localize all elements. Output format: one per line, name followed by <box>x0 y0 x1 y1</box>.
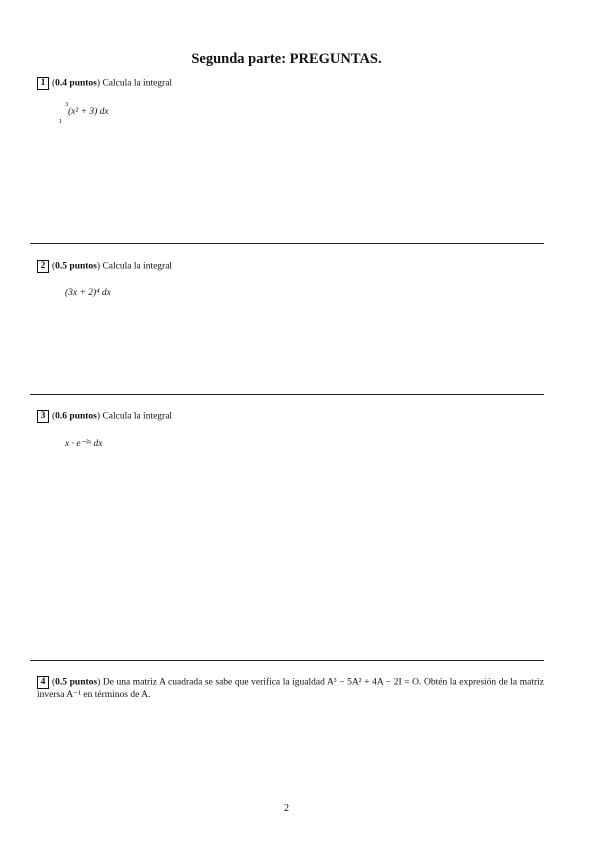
question-points: 0.6 puntos <box>55 411 97 422</box>
question-4-statement: 4 (0.5 puntos) De una matriz A cuadrada se sabe que verifica la igualdad A³ − 5A² + 4A − 2I = O. Obtén la expresión de la matriz inversa A⁻¹ en términos de A. <box>37 677 544 700</box>
integral-upper-limit: 3 <box>65 101 69 108</box>
question-points: 0.5 puntos <box>55 261 97 272</box>
section-divider <box>30 660 544 661</box>
question-2-header: 2 (0.5 puntos) Calcula la integral <box>37 260 172 273</box>
question-number: 3 <box>37 410 49 423</box>
question-prompt: Calcula la integral <box>102 261 173 272</box>
question-4-text: De una matriz A cuadrada se sabe que verifica la igualdad A³ − 5A² + 4A − 2I = O. Obtén la expresión de la matriz inversa A⁻¹ en términos de A. <box>37 677 544 700</box>
page-title: Segunda parte: PREGUNTAS. <box>191 51 382 67</box>
question-points: 0.4 puntos <box>55 78 97 89</box>
question-3-header: 3 (0.6 puntos) Calcula la integral <box>37 410 172 423</box>
question-2-integrand: (3x + 2)⁴ dx <box>65 288 111 298</box>
question-1-integrand: (x² + 3) dx <box>68 107 109 117</box>
question-1-header: 1 (0.4 puntos) Calcula la integral <box>37 77 172 90</box>
question-number: 4 <box>37 676 49 689</box>
question-3-integrand: x · e⁻³ˣ dx <box>65 439 103 449</box>
question-prompt: Calcula la integral <box>102 78 173 89</box>
question-prompt: Calcula la integral <box>102 411 173 422</box>
page-number: 2 <box>284 803 289 814</box>
question-number: 2 <box>37 260 49 273</box>
question-number: 1 <box>37 77 49 90</box>
section-divider <box>30 394 544 395</box>
question-points: 0.5 puntos <box>55 677 98 688</box>
integral-lower-limit: 1 <box>59 118 63 125</box>
section-divider <box>30 243 544 244</box>
